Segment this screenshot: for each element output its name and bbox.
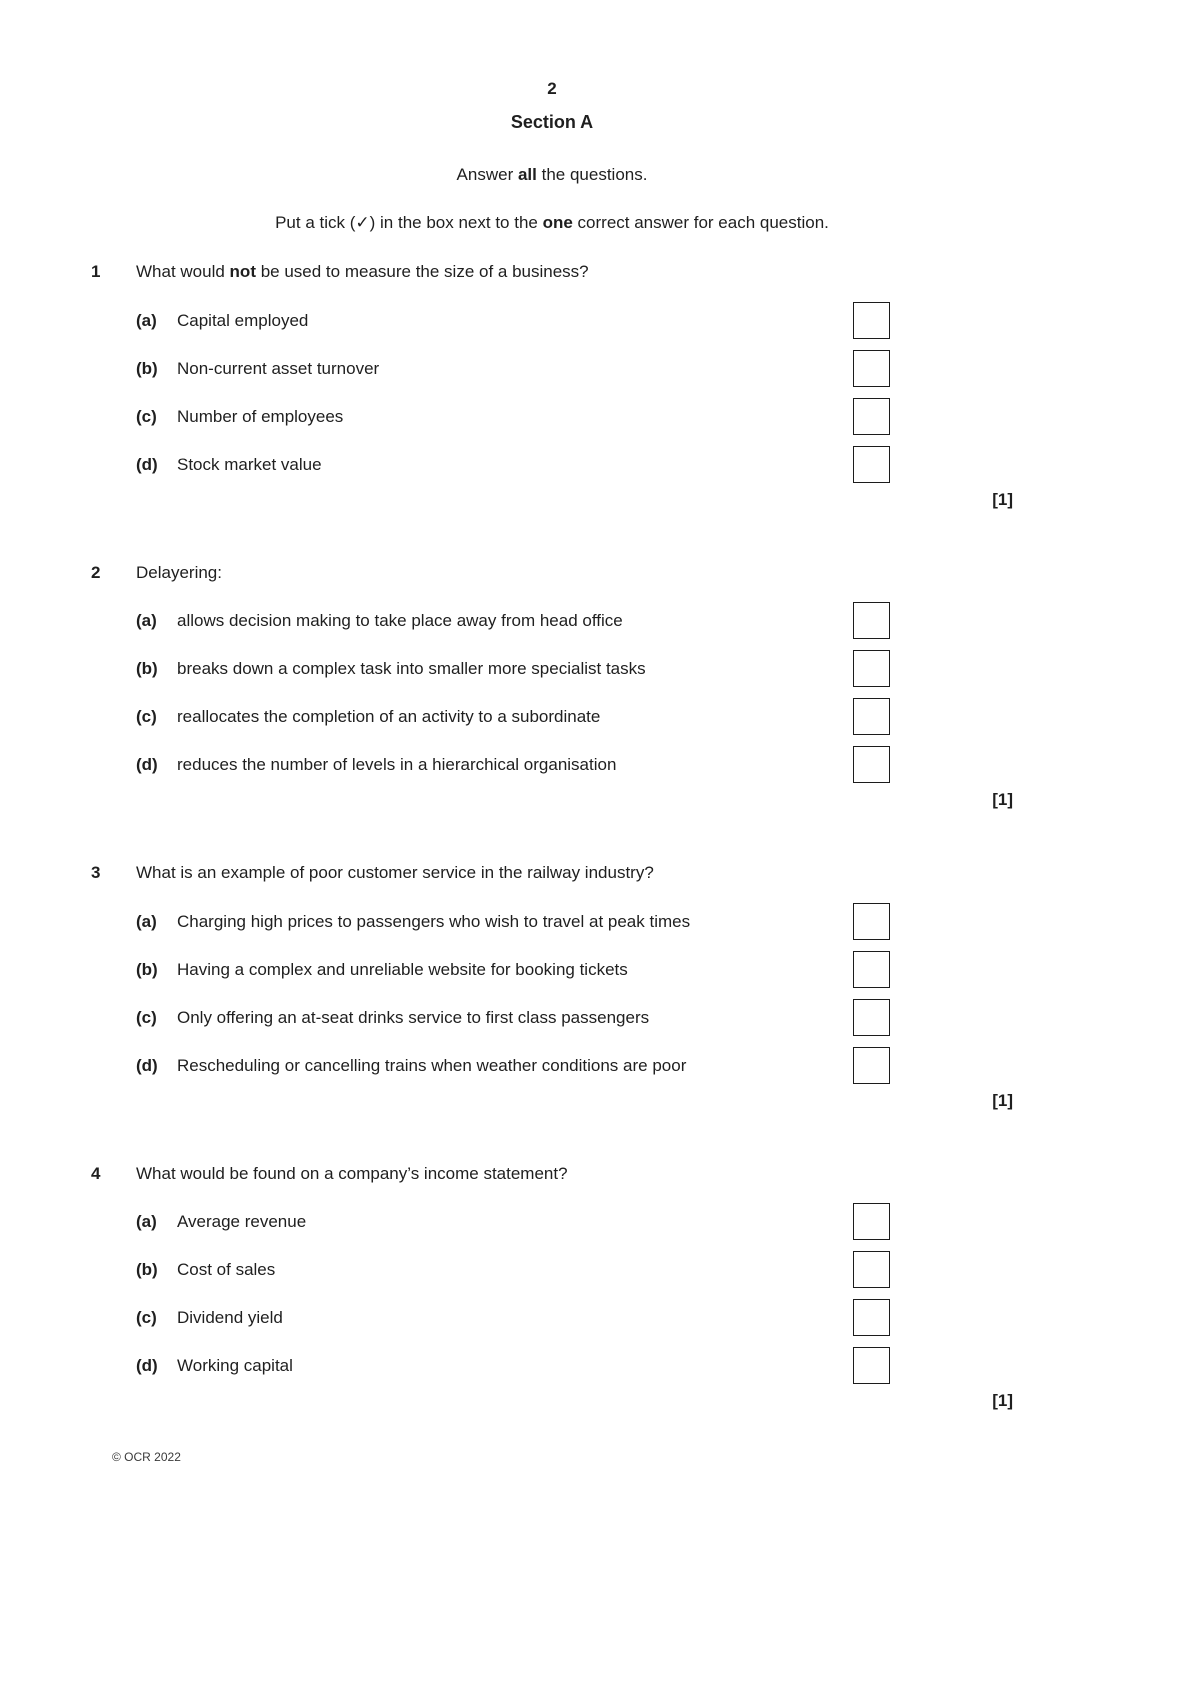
option-text: allows decision making to take place away from head office	[177, 611, 623, 631]
question-number: 2	[91, 562, 101, 582]
answer-checkbox[interactable]	[853, 951, 890, 988]
option-letter: (c)	[136, 1007, 157, 1027]
option-letter: (d)	[136, 755, 158, 775]
answer-checkbox[interactable]	[853, 302, 890, 339]
option-row-b	[136, 645, 1013, 693]
option-row-a	[136, 297, 1013, 345]
option-row-d	[136, 1042, 1013, 1090]
question-number: 3	[91, 863, 101, 883]
stem-text-post: be used to measure the size of a business?	[255, 262, 589, 282]
section-title: Section A	[510, 112, 594, 133]
option-letter: (d)	[136, 1356, 158, 1376]
option-letter: (d)	[136, 1055, 158, 1075]
option-letter: (b)	[136, 659, 158, 679]
answer-checkbox[interactable]	[853, 1347, 890, 1384]
option-row-a	[136, 1198, 1013, 1246]
instruction-text-post: the questions.	[536, 164, 648, 184]
option-letter: (a)	[136, 310, 157, 330]
question-4	[91, 1163, 1013, 1412]
stem-text-pre: What would be found on a company’s income statement?	[136, 1163, 568, 1183]
answer-checkbox[interactable]	[853, 903, 890, 940]
answer-checkbox[interactable]	[853, 746, 890, 783]
option-text: Working capital	[177, 1356, 293, 1376]
instruction-text-pre: Answer	[456, 164, 518, 184]
stem-text-bold: not	[229, 262, 256, 282]
option-letter: (c)	[136, 406, 157, 426]
question-1-options	[91, 297, 1013, 489]
option-row-d	[136, 441, 1013, 489]
option-row-d	[136, 741, 1013, 789]
tick-instruction-post: correct answer for each question.	[572, 213, 829, 232]
option-row-b	[136, 345, 1013, 393]
answer-checkbox[interactable]	[853, 398, 890, 435]
option-text: Stock market value	[177, 454, 322, 474]
option-text: Non-current asset turnover	[177, 358, 380, 378]
question-3-stem-row	[91, 862, 1013, 883]
tick-instruction-bold: one	[542, 213, 573, 232]
question-2-options	[91, 597, 1013, 789]
option-text: Having a complex and unreliable website for booking tickets	[177, 959, 628, 979]
question-stem	[136, 562, 1013, 583]
question-2-stem-row	[91, 562, 1013, 583]
question-3	[91, 862, 1013, 1111]
question-1	[91, 261, 1013, 510]
option-row-c	[136, 1294, 1013, 1342]
question-number: 4	[91, 1163, 101, 1183]
tick-instruction-pre: Put a tick (✓) in the box next to the	[275, 213, 543, 232]
option-text: Average revenue	[177, 1212, 307, 1232]
answer-checkbox[interactable]	[853, 698, 890, 735]
question-stem	[136, 862, 1013, 883]
option-row-a	[136, 898, 1013, 946]
option-letter: (c)	[136, 707, 157, 727]
answer-checkbox[interactable]	[853, 446, 890, 483]
option-text: Rescheduling or cancelling trains when weather conditions are poor	[177, 1055, 687, 1075]
option-row-c	[136, 693, 1013, 741]
marks-label: [1]	[992, 1090, 1013, 1110]
question-1-stem-row	[91, 261, 1013, 282]
option-row-c	[136, 393, 1013, 441]
option-letter: (c)	[136, 1308, 157, 1328]
question-number: 1	[91, 262, 101, 282]
answer-checkbox[interactable]	[853, 650, 890, 687]
stem-text-pre: What is an example of poor customer service in the railway industry?	[136, 863, 654, 883]
answer-checkbox[interactable]	[853, 1251, 890, 1288]
option-text: Capital employed	[177, 310, 309, 330]
option-letter: (a)	[136, 911, 157, 931]
option-text: Charging high prices to passengers who wish to travel at peak times	[177, 911, 691, 931]
option-text: breaks down a complex task into smaller more specialist tasks	[177, 659, 646, 679]
option-row-b	[136, 1246, 1013, 1294]
option-row-c	[136, 994, 1013, 1042]
question-stem	[136, 1163, 1013, 1184]
option-row-b	[136, 946, 1013, 994]
option-text: Number of employees	[177, 406, 344, 426]
answer-instruction	[91, 164, 1013, 185]
option-letter: (a)	[136, 611, 157, 631]
question-stem	[136, 261, 1013, 282]
answer-checkbox[interactable]	[853, 1203, 890, 1240]
option-text: Cost of sales	[177, 1260, 276, 1280]
option-letter: (b)	[136, 959, 158, 979]
answer-checkbox[interactable]	[853, 1299, 890, 1336]
option-letter: (b)	[136, 358, 158, 378]
question-2	[91, 562, 1013, 811]
marks-label: [1]	[992, 790, 1013, 809]
option-letter: (b)	[136, 1260, 158, 1280]
option-row-a	[136, 597, 1013, 645]
answer-checkbox[interactable]	[853, 999, 890, 1036]
stem-text-pre: Delayering:	[136, 562, 222, 582]
question-4-options	[91, 1198, 1013, 1390]
option-text: reduces the number of levels in a hierarchical organisation	[177, 755, 617, 775]
question-4-stem-row	[91, 1163, 1013, 1184]
answer-checkbox[interactable]	[853, 602, 890, 639]
marks-label: [1]	[992, 1391, 1013, 1410]
instruction-text-bold: all	[517, 164, 537, 184]
option-text: Only offering an at-seat drinks service to first class passengers	[177, 1007, 650, 1027]
tick-instruction	[91, 212, 1013, 233]
option-row-d	[136, 1342, 1013, 1390]
page-number: 2	[547, 79, 557, 98]
answer-checkbox[interactable]	[853, 1047, 890, 1084]
marks-label: [1]	[992, 489, 1013, 509]
option-letter: (d)	[136, 454, 158, 474]
option-text: Dividend yield	[177, 1308, 283, 1328]
copyright-notice: © OCR 2022	[112, 1450, 181, 1464]
stem-text-pre: What would	[136, 262, 230, 282]
option-letter: (a)	[136, 1212, 157, 1232]
option-text: reallocates the completion of an activity to a subordinate	[177, 707, 601, 727]
question-3-options	[91, 898, 1013, 1090]
answer-checkbox[interactable]	[853, 350, 890, 387]
